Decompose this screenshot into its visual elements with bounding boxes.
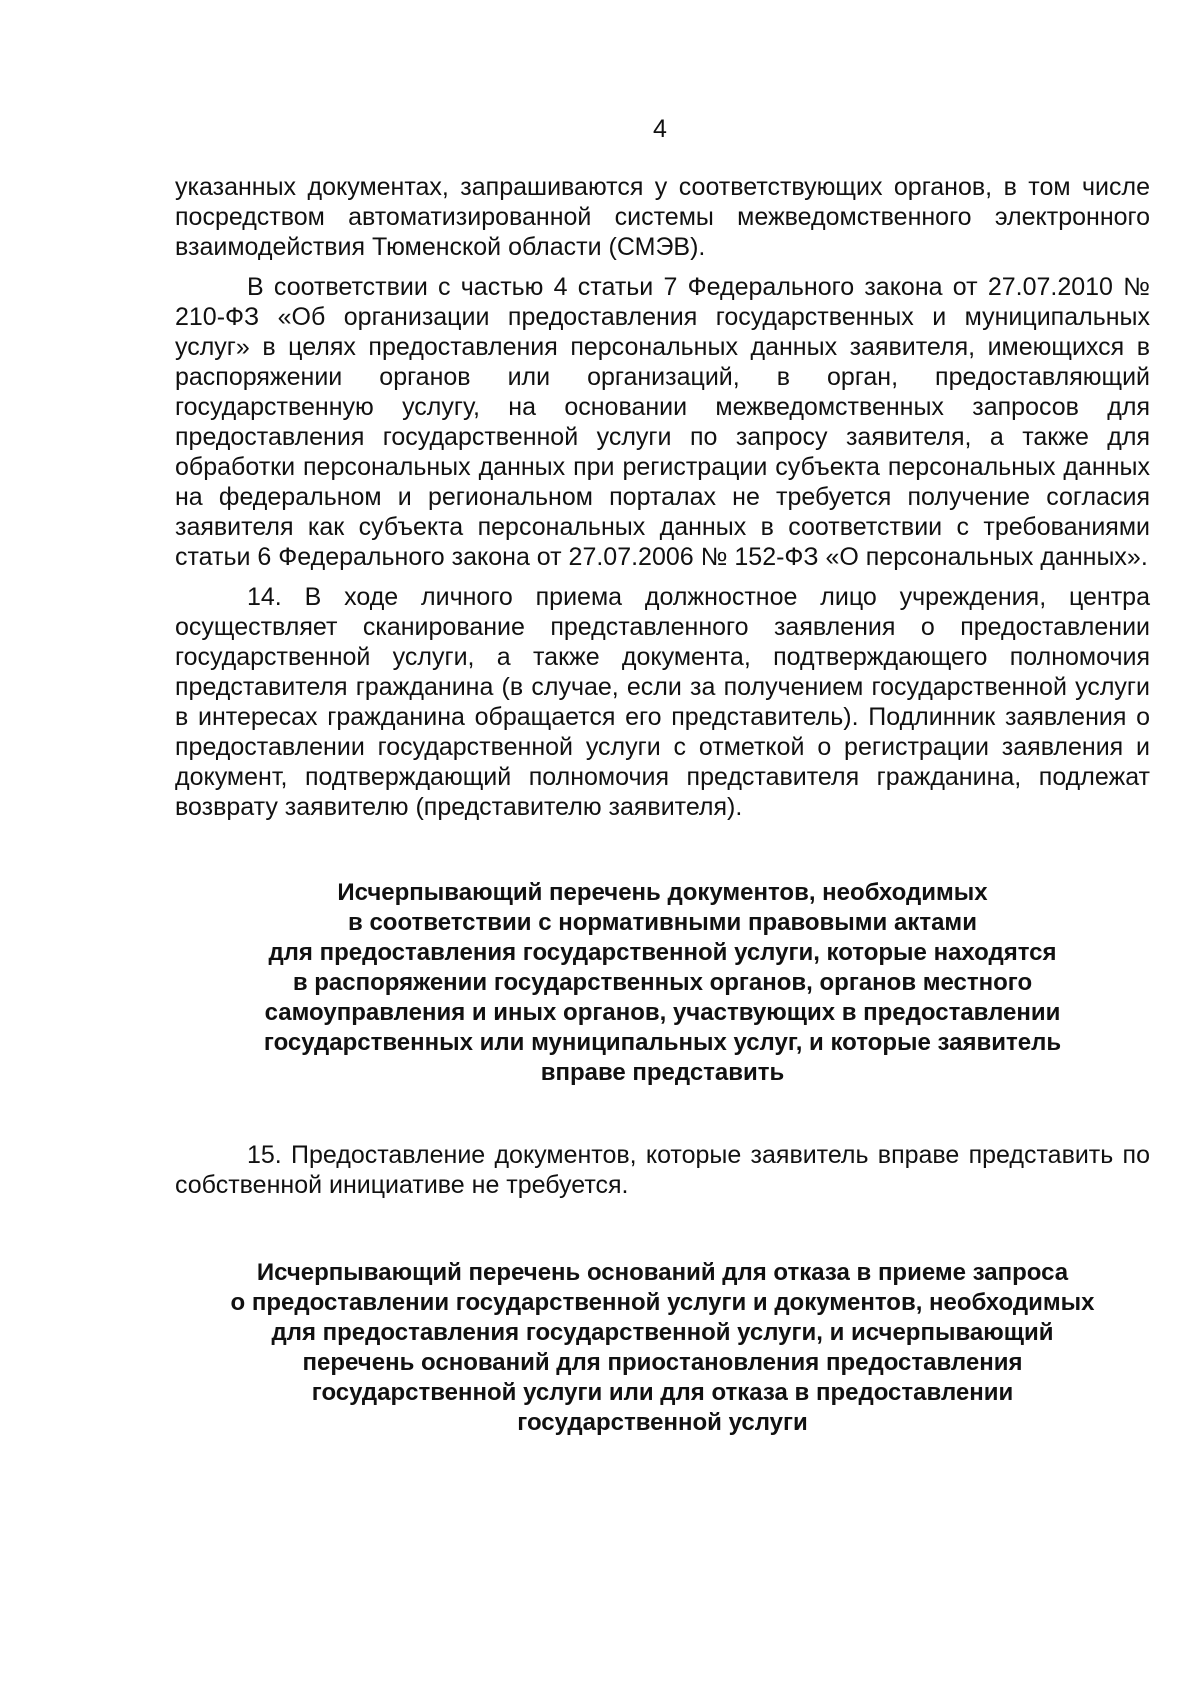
- paragraph-continuation: указанных документах, запрашиваются у соответствующих органов, в том числе посредством автоматизированной системы межведомственного электронного взаимодействия Тюменской области (СМЭВ).: [175, 173, 1150, 261]
- paragraph-consent: В соответствии с частью 4 статьи 7 Федерального закона от 27.07.2010 № 210-ФЗ «Об организации предоставления государственных и муниципальных услуг» в целях предоставления персональных данных заявителя, имеющихся в распоряжении органов или организаций, в орган, предоставляющий государственную услугу, на основании межведомственных запросов для предоставления государственной услуги по запросу заявителя, а также для обработки персональных данных при регистрации субъекта персональных данных на федеральном и региональном порталах не требуется получение согласия заявителя как субъекта персональных данных в соответствии с требованиями статьи 6 Федерального закона от 27.07.2006 № 152-ФЗ «О персональных данных».: [175, 273, 1150, 571]
- section-heading-documents-list: Исчерпывающий перечень документов, необходимых в соответствии с нормативными правовыми актами для предоставления государственной услуги, которые находятся в распоряжении государственных органов, органов местного самоуправления и иных органов, участвующих в предоставлении государственных или муниципальных услуг, и которые заявитель вправе представить: [263, 879, 1062, 1086]
- paragraph-15: 15. Предоставление документов, которые заявитель вправе представить по собственной инициативе не требуется.: [175, 1141, 1150, 1199]
- section-heading-refusal-grounds: Исчерпывающий перечень оснований для отказа в приеме запроса о предоставлении государственной услуги и документов, необходимых для предоставления государственной услуги, и исчерпывающий перечень оснований для приостановления предоставления государственной услуги или для отказа в предоставлении государственной услуги: [230, 1259, 1095, 1436]
- paragraph-14: 14. В ходе личного приема должностное лицо учреждения, центра осуществляет сканирование представленного заявления о предоставлении государственной услуги, а также документа, подтверждающего полномочия представителя гражданина (в случае, если за получением государственной услуги в интересах гражданина обращается его представитель). Подлинник заявления о предоставлении государственной услуги с отметкой о регистрации заявления и документ, подтверждающий полномочия представителя гражданина, подлежат возврату заявителю (представителю заявителя).: [175, 583, 1150, 821]
- document-content: [175, 172, 1150, 1438]
- page-number: 4: [653, 115, 667, 143]
